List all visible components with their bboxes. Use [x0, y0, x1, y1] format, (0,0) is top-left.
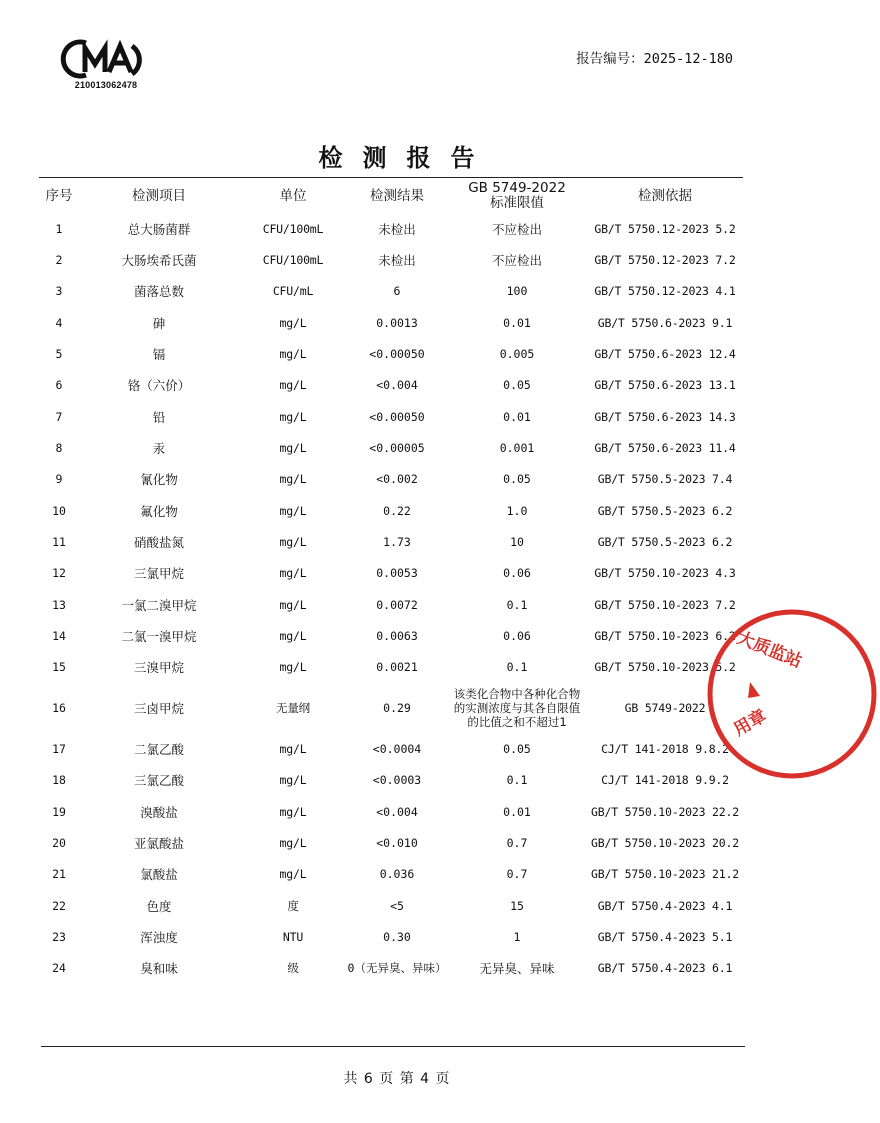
cell-index: 12 [52, 566, 66, 581]
cell-limit: 该类化合物中各种化合物 的实测浓度与其各自限值 的比值之和不超过1 [453, 687, 581, 730]
col-header-unit: 单位 [279, 187, 307, 204]
table-row [39, 827, 743, 858]
cell-result: 0.0053 [376, 566, 418, 581]
cell-limit: 0.05 [503, 378, 531, 393]
cell-item: 一氯二溴甲烷 [121, 597, 197, 613]
col-header-result: 检测结果 [370, 187, 424, 204]
cell-unit: mg/L [279, 315, 307, 330]
cell-unit: mg/L [279, 472, 307, 487]
table-row [39, 432, 743, 463]
cell-index: 10 [52, 503, 66, 518]
cell-unit: mg/L [279, 773, 307, 788]
svg-text:大质监站: 大质监站 [734, 628, 805, 673]
table-row [39, 495, 743, 526]
cell-item: 镉 [152, 347, 166, 363]
table-row [39, 213, 743, 244]
cell-method: GB/T 5750.5-2023 6.2 [597, 535, 733, 550]
cell-result: <0.004 [376, 378, 418, 393]
cell-result: <0.00050 [369, 347, 425, 362]
cell-unit: 级 [287, 961, 299, 976]
cell-method: GB/T 5750.6-2023 11.4 [594, 441, 736, 456]
cell-item: 臭和味 [140, 961, 178, 977]
cell-method: GB/T 5750.10-2023 21.2 [591, 867, 739, 882]
cell-unit: NTU [282, 929, 304, 944]
cell-method: GB 5749-2022 [624, 701, 706, 716]
cell-method: GB/T 5750.6-2023 13.1 [594, 378, 736, 393]
cell-limit: 1.0 [506, 503, 528, 518]
table-row [39, 244, 743, 275]
table-row [39, 890, 743, 921]
cell-index: 8 [55, 441, 63, 456]
cell-index: 15 [52, 660, 66, 675]
cell-item: 氰化物 [140, 472, 178, 488]
cell-method: GB/T 5750.12-2023 7.2 [594, 253, 736, 268]
table-row [39, 401, 743, 432]
cell-method: GB/T 5750.6-2023 9.1 [597, 315, 733, 330]
cell-index: 4 [55, 315, 63, 330]
cell-limit: 0.01 [503, 315, 531, 330]
cell-item: 铅 [152, 409, 166, 425]
cell-item: 浑浊度 [140, 929, 178, 945]
cell-index: 23 [52, 929, 66, 944]
cell-result: 0.036 [379, 867, 415, 882]
cell-index: 24 [52, 961, 66, 976]
cell-limit: 0.7 [506, 835, 528, 850]
cell-limit: 1 [513, 929, 521, 944]
cell-unit: mg/L [279, 347, 307, 362]
table-header-row [39, 179, 743, 213]
table-row [39, 765, 743, 796]
cell-unit: mg/L [279, 535, 307, 550]
cell-result: <0.00050 [369, 409, 425, 424]
cell-limit: 无异臭、异味 [479, 961, 555, 977]
cell-limit: 0.005 [499, 347, 535, 362]
cell-limit: 0.1 [506, 660, 528, 675]
cell-method: GB/T 5750.4-2023 6.1 [597, 961, 733, 976]
cell-limit: 0.06 [503, 566, 531, 581]
table-row [39, 733, 743, 764]
cell-index: 17 [52, 741, 66, 756]
cell-unit: mg/L [279, 566, 307, 581]
cell-method: GB/T 5750.10-2023 4.3 [594, 566, 736, 581]
cell-unit: CFU/100mL [262, 221, 324, 236]
col-header-method: 检测依据 [638, 187, 692, 204]
cell-result: <0.010 [376, 835, 418, 850]
cell-index: 9 [55, 472, 63, 487]
cell-item: 色度 [146, 898, 172, 914]
cell-result: 未检出 [378, 221, 416, 237]
table-row [39, 589, 743, 620]
col-header-limit: GB 5749-2022 标准限值 [468, 180, 566, 211]
cell-result: 未检出 [378, 253, 416, 269]
cell-method: GB/T 5750.10-2023 5.2 [594, 660, 736, 675]
cell-method: GB/T 5750.12-2023 5.2 [594, 221, 736, 236]
cell-item: 大肠埃希氏菌 [121, 253, 197, 269]
table-row [39, 464, 743, 495]
page-title: 检测报告 [318, 144, 495, 172]
cell-index: 7 [55, 409, 63, 424]
table-row [39, 620, 743, 651]
cma-certificate-code: 210013062478 [74, 80, 138, 90]
cell-limit: 0.05 [503, 472, 531, 487]
cell-limit: 0.01 [503, 409, 531, 424]
cell-item: 总大肠菌群 [127, 221, 191, 237]
test-results-table [39, 179, 743, 984]
table-row [39, 953, 743, 984]
cell-index: 18 [52, 773, 66, 788]
table-row [39, 859, 743, 890]
official-seal [700, 590, 805, 800]
cell-limit: 0.01 [503, 804, 531, 819]
cell-method: GB/T 5750.6-2023 12.4 [594, 347, 736, 362]
cell-limit: 0.1 [506, 773, 528, 788]
bottom-divider [41, 1046, 745, 1047]
cell-unit: mg/L [279, 804, 307, 819]
report-number: 报告编号：2025-12-180 [576, 51, 733, 67]
cell-index: 13 [52, 597, 66, 612]
cell-limit: 0.001 [499, 441, 535, 456]
cell-unit: mg/L [279, 378, 307, 393]
cell-method: CJ/T 141-2018 9.8.2 [601, 741, 729, 756]
col-header-item: 检测项目 [132, 187, 186, 204]
cell-result: 0.22 [383, 503, 411, 518]
cell-limit: 15 [510, 898, 524, 913]
cell-limit: 0.1 [506, 597, 528, 612]
cell-result: 0.29 [383, 701, 411, 716]
cell-item: 三溴甲烷 [133, 660, 184, 676]
svg-text:用章: 用章 [730, 706, 770, 741]
cell-result: 0.0021 [376, 660, 418, 675]
cell-item: 铬（六价） [127, 378, 191, 394]
cell-item: 亚氯酸盐 [133, 835, 184, 851]
cell-unit: mg/L [279, 629, 307, 644]
cma-logo [64, 38, 148, 94]
cell-result: 0（无异臭、异味） [347, 961, 447, 976]
cell-method: GB/T 5750.10-2023 22.2 [591, 804, 739, 819]
cell-unit: CFU/mL [272, 284, 314, 299]
cell-result: <0.0003 [372, 773, 422, 788]
cell-method: GB/T 5750.4-2023 5.1 [597, 929, 733, 944]
cell-limit: 0.05 [503, 741, 531, 756]
table-row [39, 796, 743, 827]
seal-graphic [700, 590, 880, 800]
cell-unit: CFU/100mL [262, 253, 324, 268]
cell-index: 5 [55, 347, 63, 362]
table-row [39, 921, 743, 952]
cell-index: 19 [52, 804, 66, 819]
cell-limit: 不应检出 [491, 221, 542, 237]
cell-limit: 10 [510, 535, 524, 550]
cell-limit: 0.06 [503, 629, 531, 644]
cell-item: 砷 [152, 315, 166, 331]
cell-unit: mg/L [279, 660, 307, 675]
cell-index: 22 [52, 898, 66, 913]
table-row [39, 276, 743, 307]
cell-method: GB/T 5750.5-2023 6.2 [597, 503, 733, 518]
cell-item: 三氯甲烷 [133, 566, 184, 582]
cell-index: 20 [52, 835, 66, 850]
cell-method: GB/T 5750.6-2023 14.3 [594, 409, 736, 424]
cell-index: 3 [55, 284, 63, 299]
cell-method: GB/T 5750.10-2023 20.2 [591, 835, 739, 850]
cell-item: 二氯一溴甲烷 [121, 629, 197, 645]
cma-mark [64, 38, 148, 80]
cell-unit: mg/L [279, 741, 307, 756]
page-indicator: 共 6 页 第 4 页 [343, 1071, 450, 1087]
cell-limit: 0.7 [506, 867, 528, 882]
cell-item: 汞 [152, 441, 166, 457]
cell-item: 硝酸盐氮 [133, 535, 184, 551]
table-row [39, 558, 743, 589]
cell-unit: mg/L [279, 597, 307, 612]
cell-index: 16 [52, 701, 66, 716]
cell-index: 2 [55, 253, 63, 268]
cell-item: 三氯乙酸 [133, 773, 184, 789]
cell-index: 1 [55, 221, 63, 236]
top-divider [39, 177, 743, 178]
cell-method: GB/T 5750.10-2023 7.2 [594, 597, 736, 612]
cell-index: 14 [52, 629, 66, 644]
cell-index: 11 [52, 535, 66, 550]
cell-unit: 度 [287, 898, 299, 913]
cell-result: <0.002 [376, 472, 418, 487]
cell-method: GB/T 5750.4-2023 4.1 [597, 898, 733, 913]
cell-result: <0.0004 [372, 741, 422, 756]
cell-result: <0.00005 [369, 441, 425, 456]
cell-result: 0.30 [383, 929, 411, 944]
cell-item: 氟化物 [140, 503, 178, 519]
cell-index: 21 [52, 867, 66, 882]
cell-item: 二氯乙酸 [133, 741, 184, 757]
table-row [39, 652, 743, 683]
cell-method: GB/T 5750.5-2023 7.4 [597, 472, 733, 487]
table-row [39, 526, 743, 557]
cell-result: 0.0063 [376, 629, 418, 644]
cell-item: 三卤甲烷 [133, 701, 184, 717]
table-row [39, 338, 743, 369]
cell-unit: mg/L [279, 441, 307, 456]
cell-result: 1.73 [383, 535, 411, 550]
cell-result: 0.0013 [376, 315, 418, 330]
cell-result: <0.004 [376, 804, 418, 819]
cell-limit: 100 [506, 284, 528, 299]
cell-method: GB/T 5750.12-2023 4.1 [594, 284, 736, 299]
cell-unit: mg/L [279, 867, 307, 882]
cell-method: CJ/T 141-2018 9.9.2 [601, 773, 729, 788]
cell-method: GB/T 5750.10-2023 6.2 [594, 629, 736, 644]
cell-unit: mg/L [279, 503, 307, 518]
table-row [39, 683, 743, 733]
cell-result: 6 [393, 284, 401, 299]
cell-unit: 无量纲 [276, 701, 310, 716]
table-row [39, 307, 743, 338]
cell-item: 菌落总数 [133, 284, 184, 300]
cell-unit: mg/L [279, 409, 307, 424]
cell-index: 6 [55, 378, 63, 393]
cell-result: 0.0072 [376, 597, 418, 612]
cell-item: 氯酸盐 [140, 867, 178, 883]
cell-result: <5 [390, 898, 404, 913]
cell-limit: 不应检出 [491, 253, 542, 269]
table-row [39, 370, 743, 401]
cell-unit: mg/L [279, 835, 307, 850]
col-header-index: 序号 [45, 187, 73, 204]
cell-item: 溴酸盐 [140, 804, 178, 820]
